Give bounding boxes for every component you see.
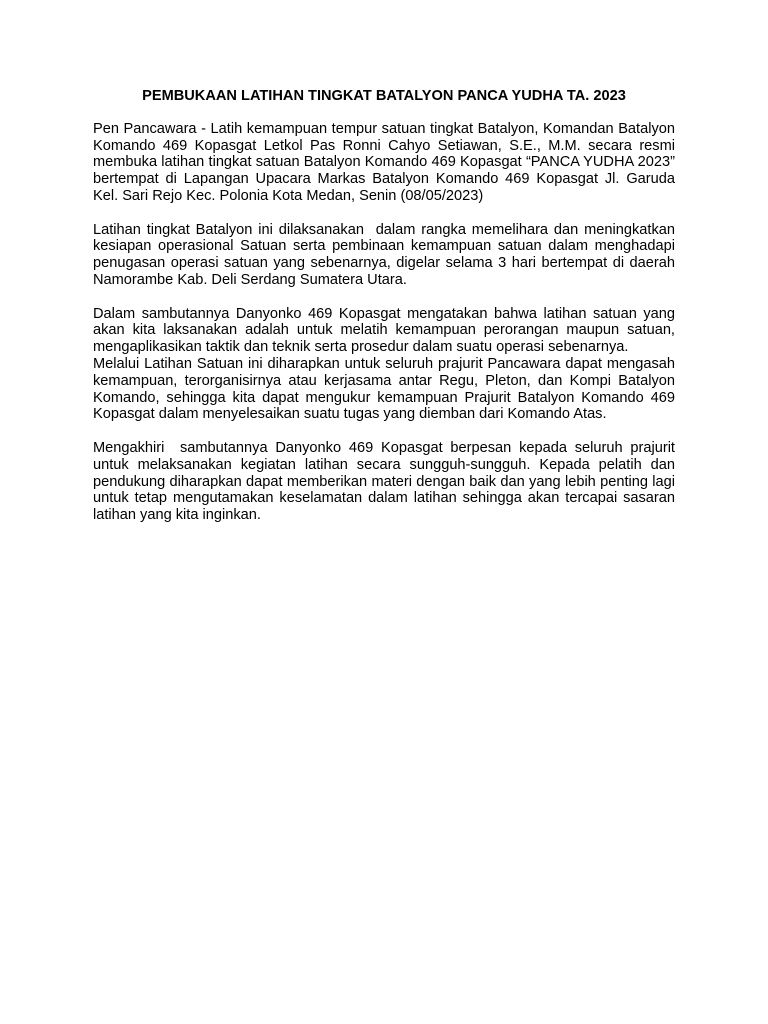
- paragraph-purpose: Latihan tingkat Batalyon ini dilaksanakan dalam rangka memelihara dan meningkatkan kesiapan operasional Satuan serta pembinaan kemampuan satuan dalam menghadapi penugasan operasi satuan yang sebenarnya, digelar selama 3 hari bertempat di daerah Namorambe Kab. Deli Serdang Sumatera Utara.: [93, 221, 680, 288]
- document-page: [93, 88, 680, 524]
- document-title: PEMBUKAAN LATIHAN TINGKAT BATALYON PANCA YUDHA TA. 2023: [142, 88, 626, 104]
- paragraph-opening: Pen Pancawara - Latih kemampuan tempur satuan tingkat Batalyon, Komandan Batalyon Komando 469 Kopasgat Letkol Pas Ronni Cahyo Setiawan, S.E., M.M. secara resmi membuka latihan tingkat satuan Batalyon Komando 469 Kopasgat “PANCA YUDHA 2023” bertempat di Lapangan Upacara Markas Batalyon Komando 469 Kopasgat Jl. Garuda Kel. Sari Rejo Kec. Polonia Kota Medan, Senin (08/05/2023): [93, 120, 680, 204]
- paragraph-speech: Dalam sambutannya Danyonko 469 Kopasgat mengatakan bahwa latihan satuan yang akan kita laksanakan adalah untuk melatih kemampuan perorangan maupun satuan, mengaplikasikan taktik dan teknik serta prosedur dalam suatu operasi sebenarnya.: [93, 305, 680, 356]
- paragraph-expectation: Melalui Latihan Satuan ini diharapkan untuk seluruh prajurit Pancawara dapat mengasah kemampuan, terorganisirnya atau kerjasama antar Regu, Pleton, dan Kompi Batalyon Komando, sehingga kita dapat mengukur kemampuan Prajurit Batalyon Komando 469 Kopasgat dalam menyelesaikan suatu tugas yang diemban dari Komando Atas.: [93, 355, 680, 423]
- paragraph-closing: Mengakhiri sambutannya Danyonko 469 Kopasgat berpesan kepada seluruh prajurit untuk melaksanakan kegiatan latihan secara sungguh-sungguh. Kepada pelatih dan pendukung diharapkan dapat memberikan materi dengan baik dan yang lebih penting lagi untuk tetap mengutamakan keselamatan dalam latihan sehingga akan tercapai sasaran latihan yang kita inginkan.: [93, 439, 680, 524]
